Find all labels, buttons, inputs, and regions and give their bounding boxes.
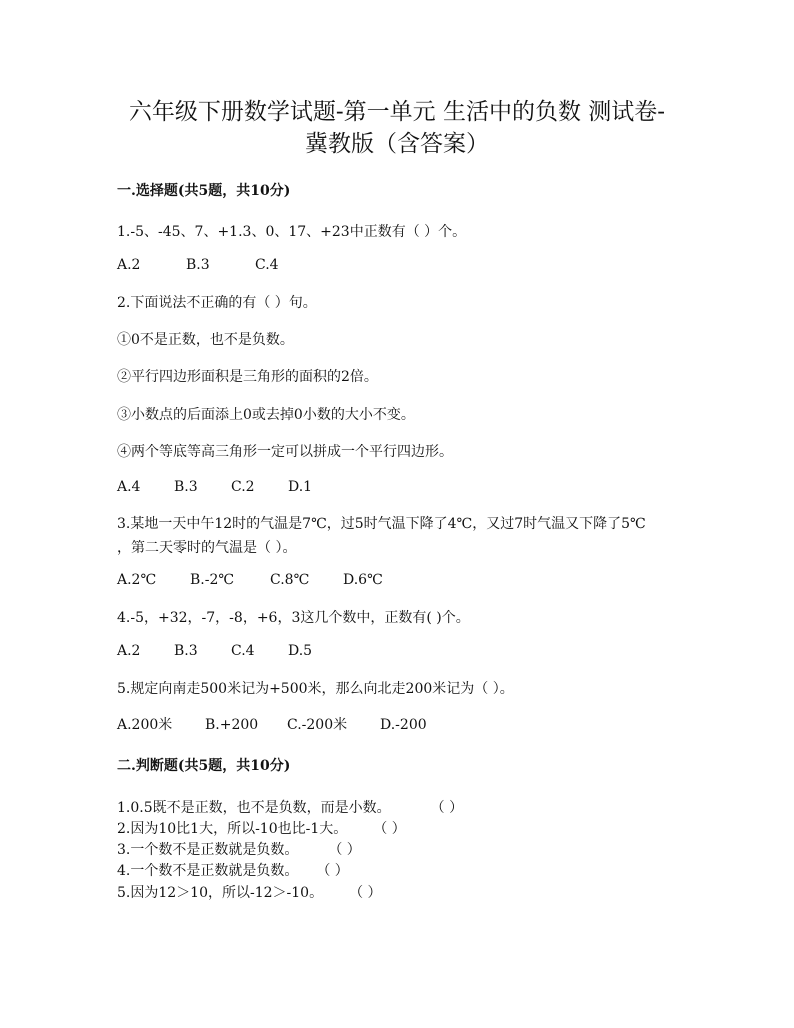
- judgement-item: [117, 882, 382, 902]
- title-line-2: 冀教版（含答案）: [305, 131, 489, 157]
- option: B.+200: [205, 717, 259, 733]
- answer-blank[interactable]: （ ）: [373, 821, 406, 837]
- judgement-item: [117, 818, 406, 838]
- option: A.4: [117, 479, 141, 495]
- option: A.2℃: [117, 572, 157, 588]
- option: C.4: [255, 257, 279, 273]
- title-line-1: 六年级下册数学试题-第一单元 生活中的负数 测试卷-: [128, 99, 666, 125]
- answer-blank[interactable]: （ ）: [328, 842, 361, 858]
- answer-blank[interactable]: （ ）: [349, 885, 382, 901]
- question-2-stem: 2.下面说法不正确的有（ ）句。: [117, 295, 317, 311]
- question-4-stem: 4.-5，+32，-7，-8，+6，3这几个数中，正数有( )个。: [117, 610, 470, 626]
- option: B.-2℃: [190, 572, 235, 588]
- judgement-text: 2.因为10比1大，所以-10也比-1大。: [117, 821, 348, 837]
- option: D.6℃: [343, 572, 383, 588]
- question-3-options: [117, 572, 383, 588]
- judgement-text: 5.因为12＞10，所以-12＞-10。: [117, 885, 324, 901]
- option: D.5: [288, 643, 313, 659]
- option: C.2: [231, 479, 255, 495]
- question-1-options: [117, 257, 279, 273]
- option: A.2: [117, 643, 141, 659]
- question-4-options: [117, 643, 312, 659]
- question-2-statement: ①0不是正数，也不是负数。: [117, 332, 294, 348]
- option: D.-200: [380, 717, 427, 733]
- option: C.8℃: [270, 572, 310, 588]
- judgement-item: [117, 797, 463, 817]
- option: B.3: [186, 257, 210, 273]
- answer-blank[interactable]: （ ）: [316, 863, 349, 879]
- question-5-stem: 5.规定向南走500米记为+500米，那么向北走200米记为（ ）。: [117, 681, 514, 697]
- option: B.3: [174, 479, 198, 495]
- option: D.1: [288, 479, 313, 495]
- section-heading-choice: 一.选择题(共5题，共10分): [117, 183, 291, 199]
- question-3-stem-line-1: 3.某地一天中午12时的气温是7℃，过5时气温下降了4℃，又过7时气温又下降了5℃: [117, 516, 646, 532]
- option: C.4: [231, 643, 255, 659]
- judgement-text: 1.0.5既不是正数，也不是负数，而是小数。: [117, 800, 391, 816]
- section-heading-judgement: 二.判断题(共5题，共10分): [117, 758, 291, 774]
- judgement-item: [117, 839, 361, 859]
- option: A.2: [117, 257, 141, 273]
- question-1-stem: 1.-5、-45、7、+1.3、0、17、+23中正数有（ ）个。: [117, 224, 467, 240]
- option: B.3: [174, 643, 198, 659]
- judgement-text: 4.一个数不是正数就是负数。: [117, 863, 299, 879]
- option: C.-200米: [287, 717, 348, 733]
- question-2-options: [117, 479, 312, 495]
- question-3-stem-line-2: ，第二天零时的气温是（ ）。: [117, 540, 297, 556]
- question-2-statement: ②平行四边形面积是三角形的面积的2倍。: [117, 369, 378, 385]
- option: A.200米: [117, 717, 173, 733]
- judgement-item: [117, 860, 349, 880]
- answer-blank[interactable]: （ ）: [430, 800, 464, 816]
- question-2-statement: ④两个等底等高三角形一定可以拼成一个平行四边形。: [117, 444, 453, 460]
- judgement-text: 3.一个数不是正数就是负数。: [117, 842, 299, 858]
- question-5-options: [117, 714, 427, 734]
- question-2-statement: ③小数点的后面添上0或去掉0小数的大小不变。: [117, 407, 415, 423]
